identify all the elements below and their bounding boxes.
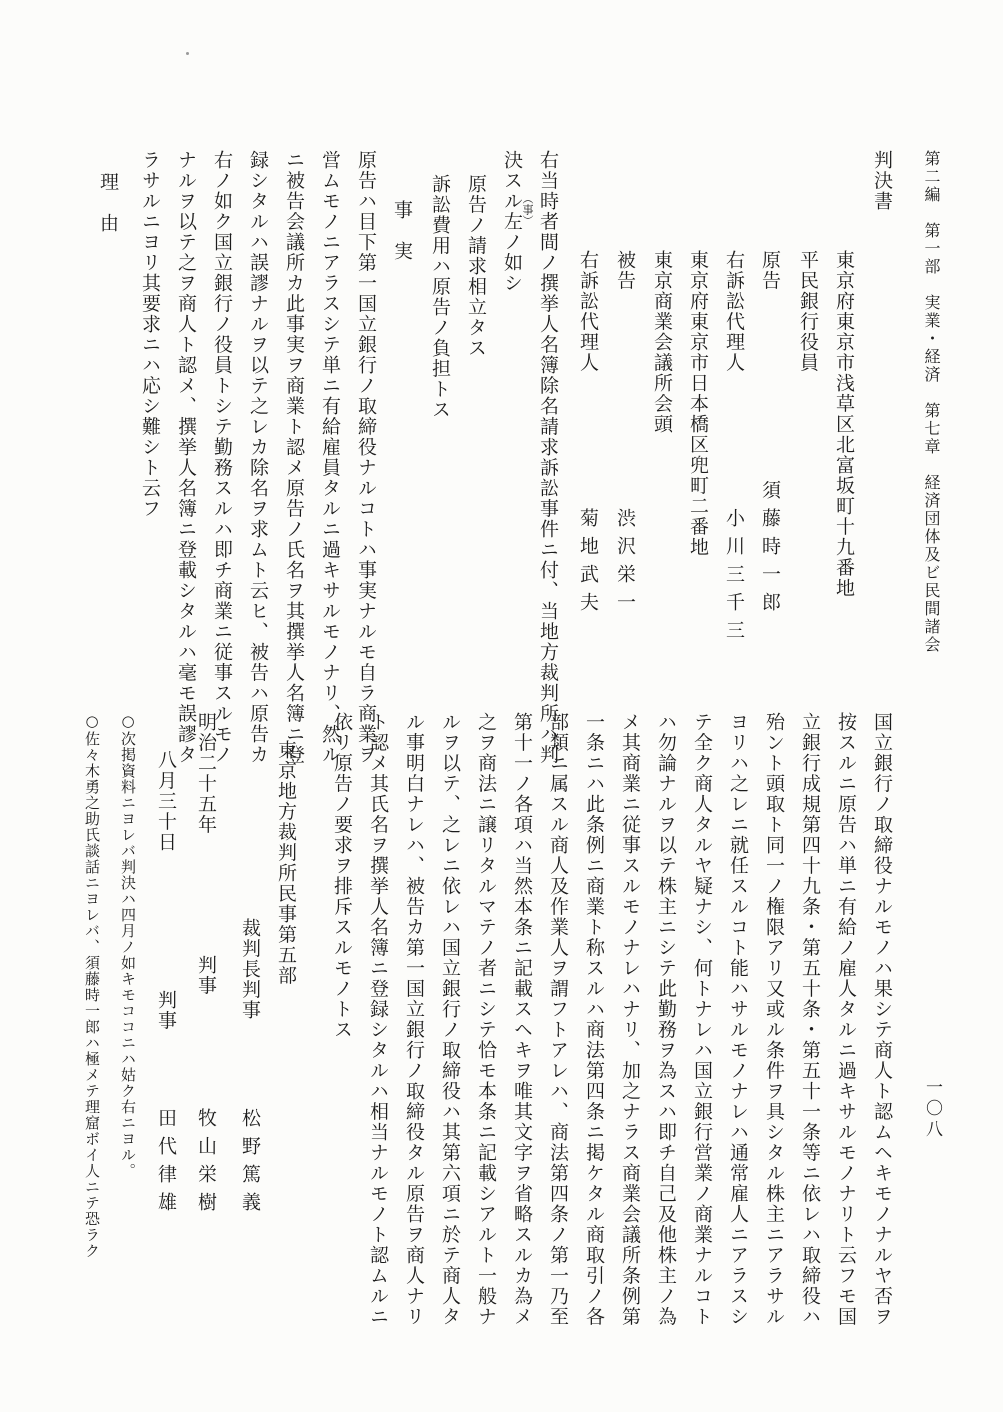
reasons-line: 国立銀行ノ取締役ナルモノハ果シテ商人ト認ムヘキモノナルヤ否ヲ [871, 712, 893, 1327]
footnote-1: ○次掲資料ニヨレバ判決ハ四月ノ如キモココニハ姑ク右ニヨル。 [119, 712, 137, 1179]
defendant-role: 被告 [614, 250, 636, 291]
facts-heading: 事 実 [391, 200, 413, 262]
reasons-line: 按スルニ原告ハ単ニ有給ノ雇人タルニ過キサルモノナリト云フモ国 [835, 712, 857, 1327]
reasons-line: ルヲ以テ、之レニ依レハ国立銀行ノ取締役ハ其第六項ニ於テ商人タ [439, 712, 461, 1327]
judge-1-title: 判事 [195, 955, 217, 996]
reasons-line: メ其商業ニ従事スルモノナレハナリ、加之ナラス商業会議所条例第 [619, 712, 641, 1327]
reasons-line: 依リ原告ノ要求ヲ排斥スルモノトス [331, 712, 353, 1040]
facts-line: 原告ハ目下第一国立銀行ノ取締役ナルコトハ事実ナルモ自ラ商業ヲ [355, 150, 377, 765]
defendant-organization: 東京商業会議所会頭 [651, 250, 673, 435]
date: 八月三十日 [155, 750, 177, 853]
intro-line-1: 右当 （事） 時者間ノ撰挙人名簿除名請求訴訟事件ニ付、当地方裁判所ハ判 [521, 150, 559, 765]
court-name: 東京地方裁判所民事第五部 [275, 740, 297, 986]
facts-line: ラサルニヨリ其要求ニハ応シ難シト云フ [139, 150, 161, 519]
facts-line: ナルヲ以テ之ヲ商人ト認メ、撰挙人名簿ニ登載シタルハ毫モ誤謬タ [175, 150, 197, 765]
judge-2-name: 田代律雄 [155, 1108, 177, 1220]
reasons-heading: 理 由 [97, 172, 119, 234]
ruling-2: 訴訟費用ハ原告ノ負担トス [429, 174, 451, 420]
plaintiff-occupation: 平民銀行役員 [797, 250, 819, 373]
judge-2-title: 判事 [155, 990, 177, 1031]
reasons-line: ル事明白ナレハ、被告カ第一国立銀行ノ取締役タル原告ヲ商人ナリ [403, 712, 425, 1327]
reasons-line: 一条ニハ此条例ニ商業ト称スルハ商法第四条ニ掲ケタル商取引ノ各 [583, 712, 605, 1327]
defendant-address: 東京府東京市日本橋区兜町二番地 [687, 250, 709, 558]
defendant-agent-role: 右訴訟代理人 [577, 250, 599, 373]
reasons-line: ヨリハ之レニ就任スルコト能ハサルモノナレハ通常雇人ニアラスシ [727, 712, 749, 1327]
reasons-line: 立銀行成規第四十九条・第五十条・第五十一条等ニ依レハ取締役ハ [799, 712, 821, 1327]
plaintiff-agent-name: 小川三千三 [723, 508, 745, 648]
document-title: 判決書 [871, 150, 893, 212]
era-year: 明治二十五年 [195, 712, 217, 835]
ruling-1: 原告ノ請求相立タス [465, 174, 487, 359]
running-head: 第二編 第一部 実業・経済 第七章 経済団体及ビ民間諸会 [922, 150, 941, 654]
judge-1-name: 牧山栄樹 [195, 1108, 217, 1220]
facts-line: ニ被告会議所カ此事実ヲ商業ト認メ原告ノ氏名ヲ其撰挙人名簿ニ登 [283, 150, 305, 765]
footnote-2: ○佐々木勇之助氏談話ニヨレバ、須藤時一郎ハ極メテ理窟ボイ人ニテ恐ラク [83, 712, 101, 1259]
reasons-line: 部類ニ属スル商人及作業人ヲ謂フトアレハ、商法第四条ノ第一乃至 [547, 712, 569, 1327]
plaintiff-role: 原告 [759, 250, 781, 291]
defendant-name: 渋沢栄一 [614, 508, 636, 620]
ruby-annotation: （事） [521, 193, 534, 226]
reasons-line: 第十一ノ各項ハ当然本条ニ記載スヘキヲ唯其文字ヲ省略スルカ為メ [511, 712, 533, 1327]
scan-speck [186, 52, 189, 55]
plaintiff-agent-role: 右訴訟代理人 [723, 250, 745, 373]
presiding-judge-name: 松野篤義 [239, 1108, 261, 1220]
facts-line: 右ノ如ク国立銀行ノ役員トシテ勤務スルハ即チ商業ニ従事スルモノ [211, 150, 233, 765]
presiding-judge-title: 裁判長判事 [239, 918, 261, 1021]
intro-line-2: 決スル左ノ如シ [501, 150, 523, 294]
defendant-agent-name: 菊地武夫 [577, 508, 599, 620]
facts-line: 営ムモノニアラスシテ単ニ有給雇員タルニ過キサルモノナリ、然ル [319, 150, 341, 765]
reasons-line: ト認メ其氏名ヲ撰挙人名簿ニ登録シタルハ相当ナルモノト認ムルニ [367, 712, 389, 1327]
plaintiff-address: 東京府東京市浅草区北富坂町十九番地 [833, 250, 855, 599]
facts-line: 録シタルハ誤謬ナルヲ以テ之レカ除名ヲ求ムト云ヒ、被告ハ原告カ [247, 150, 269, 765]
reasons-line: 殆ント頭取ト同一ノ権限アリ又或ル条件ヲ具シタル株主ニアラサル [763, 712, 785, 1327]
reasons-line: 之ヲ商法ニ譲リタルマテノ者ニシテ恰モ本条ニ記載シアルト一般ナ [475, 712, 497, 1327]
reasons-line: ハ勿論ナルヲ以テ株主ニシテ此勤務ヲ為スハ即チ自己及他株主ノ為 [655, 712, 677, 1327]
page-number: 一〇八 [922, 1078, 942, 1141]
plaintiff-name: 須藤時一郎 [759, 480, 781, 620]
reasons-line: テ全ク商人タルヤ疑ナシ、何トナレハ国立銀行営業ノ商業ナルコト [691, 712, 713, 1327]
